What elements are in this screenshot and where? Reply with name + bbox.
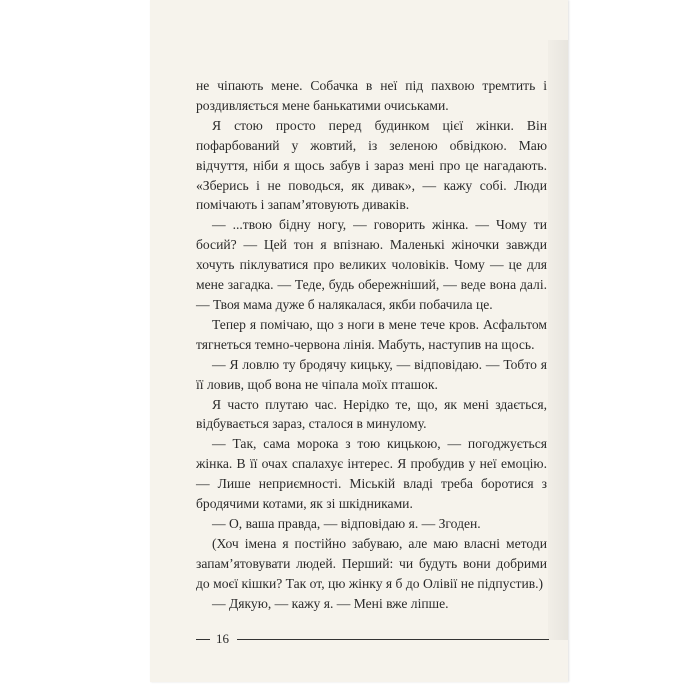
paragraph-4: Тепер я помічаю, що з ноги в мене тече кров. Асфальтом тягнеться темно-червона лінія. Мабуть, наступив на щось. [196, 316, 547, 352]
body-text [196, 76, 547, 613]
paragraph-1: не чіпають мене. Собачка в неї під пахвою тремтить і роздивляється мене банькатими очиськами. [196, 78, 547, 113]
paragraph-9: (Хоч імена я постійно забуваю, але маю власні методи запам’ятовувати людей. Перший: чи будуть вони добрими до моєї кішки? Так от, цю жінку я б до Олівії не підпустив.) [196, 535, 547, 591]
paragraph-3: — ...твою бідну ногу, — говорить жінка. — Чому ти босий? — Цей тон я впізнаю. Маленькі жіночки завжди хочуть піклуватися про великих чоловіків. Чому — це для мене загадка. — Теде, будь обережніший, — веде вона далі. — Твоя мама дуже б налякалася, якби побачила це. [196, 217, 547, 312]
paragraph-10: — Дякую, — кажу я. — Мені вже ліпше. [212, 595, 449, 611]
paragraph-6: Я часто плутаю час. Нерідко те, що, як мені здається, відбувається зараз, сталося в минулому. [196, 396, 547, 432]
page-edge-shadow [548, 40, 568, 640]
page-footer [196, 629, 549, 649]
paragraph-5: — Я ловлю ту бродячу кицьку, — відповідаю. — Тобто я її ловив, щоб вона не чіпала моїх пташок. [196, 356, 547, 392]
paragraph-7: — Так, сама морока з тою кицькою, — погоджується жінка. В її очах спалахує інтерес. Я пробудив у неї емоцію. — Лише неприємності. Міській владі треба боротися з бродячими котами, як зі шкідниками. [196, 436, 547, 512]
paragraph-8: — О, ваша правда, — відповідаю я. — Згоден. [212, 515, 481, 531]
paragraph-2: Я стою просто перед будинком цієї жінки. Він пофарбований у жовтий, із зеленою обвідкою. Маю відчуття, ніби я щось забув і зараз мені про це нагадають. «Зберись і не поводься, як дивак», — кажу собі. Люди помічають і запам’ятовують диваків. [196, 117, 547, 213]
folio-dash [196, 639, 210, 640]
page-number: 16 [216, 631, 229, 646]
footer-rule [237, 639, 549, 640]
